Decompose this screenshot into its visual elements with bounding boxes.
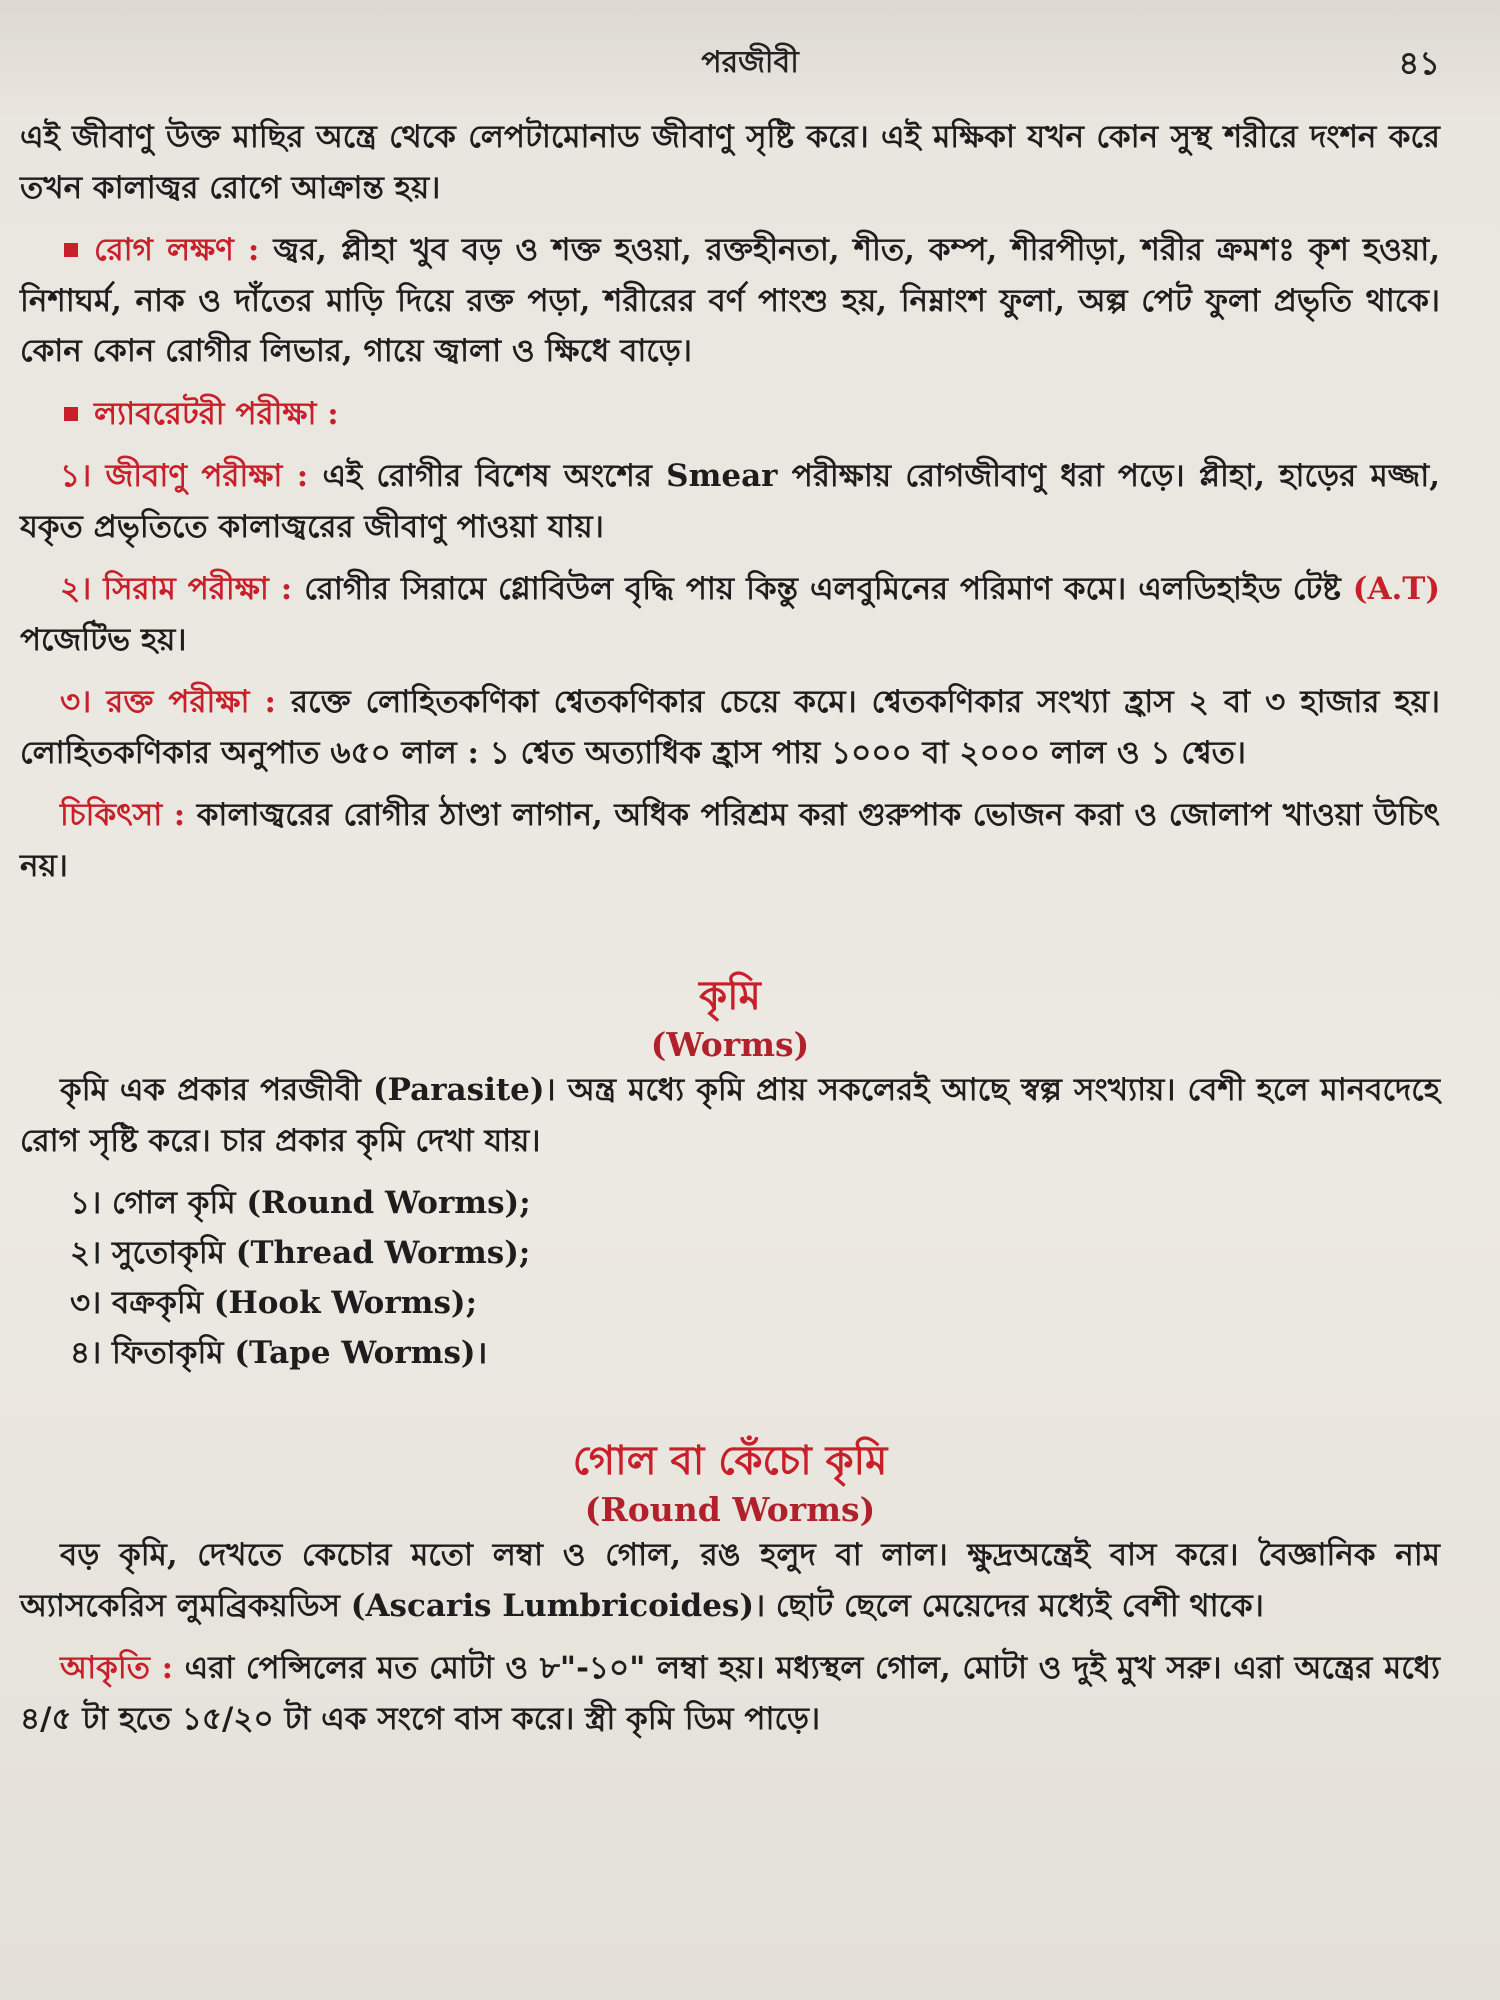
list-item: ৪। ফিতাকৃমি (Tape Worms)। (70, 1335, 488, 1371)
test2-text-a: রোগীর সিরামে গ্লোবিউল বৃদ্ধি পায় কিন্তু এলবুমিনের পরিমাণ কমে। এলডিহাইড টেষ্ট (304, 571, 1341, 607)
page-body (20, 112, 1440, 1756)
symptoms-label: রোগ লক্ষণ : (94, 232, 260, 268)
list-item: ৩। বক্রকৃমি (Hook Worms); (70, 1285, 478, 1321)
worms-intro: কৃমি এক প্রকার পরজীবী (Parasite)। অন্ত্র মধ্যে কৃমি প্রায় সকলেরই আছে স্বল্প সংখ্যায়। বেশী হলে মানবদেহে রোগ সৃষ্টি করে। চার প্রকার কৃমি দেখা যায়। (20, 1072, 1440, 1159)
list-item: ১। গোল কৃমি (Round Worms); (70, 1185, 531, 1221)
test3-label: ৩। রক্ত পরীক্ষা : (60, 684, 276, 720)
test2-label: ২। সিরাম পরীক্ষা : (60, 571, 293, 607)
test3-text: রক্তে লোহিতকণিকা শ্বেতকণিকার চেয়ে কমে। শ্বেতকণিকার সংখ্যা হ্রাস ২ বা ৩ হাজার হয়। লোহিতকণিকার অনুপাত ৬৫০ লাল : ১ শ্বেত অত্যাধিক হ্রাস পায় ১০০০ বা ২০০০ লাল ও ১ শ্বেত। (20, 684, 1441, 771)
shape-paragraph (20, 1643, 1440, 1744)
lab-tests-heading (20, 389, 1440, 440)
test2-text-b: পজেটিভ হয়। (20, 621, 187, 658)
kala-azar-intro: এই জীবাণু উক্ত মাছির অন্ত্রে থেকে লেপটামোনাড জীবাণু সৃষ্টি করে। এই মক্ষিকা যখন কোন সুস্থ শরীরে দংশন করে তখন কালাজ্বর রোগে আক্রান্ত হয়। (20, 119, 1440, 206)
symptoms-text: জ্বর, প্লীহা খুব বড় ও শক্ত হওয়া, রক্তহীনতা, শীত, কম্প, শীরপীড়া, শরীর ক্রমশঃ কৃশ হওয়া, নিশাঘর্ম, নাক ও দাঁতের মাড়ি দিয়ে রক্ত পড়া, শরীরের বর্ণ পাংশু হয়, নিম্নাংশ ফুলা, অল্প পেট ফুলা প্রভৃতি থাকে। কোন কোন রোগীর লিভার, গায়ে জ্বালা ও ক্ষিধে বাড়ে। (20, 232, 1440, 369)
page-number: ৪১ (1398, 44, 1440, 82)
germ-test-paragraph (20, 451, 1440, 552)
round-worms-intro: বড় কৃমি, দেখতে কেচোর মতো লম্বা ও গোল, রঙ হলুদ বা লাল। ক্ষুদ্রঅন্ত্রেই বাস করে। বৈজ্ঞানিক নাম অ্যাসকেরিস লুমব্রিকয়ডিস (Ascaris Lumbricoides)। ছোট ছেলে মেয়েদের মধ্যেই বেশী থাকে। (20, 1537, 1440, 1624)
serum-test-paragraph (20, 564, 1440, 665)
test1-text: এই রোগীর বিশেষ অংশের Smear পরীক্ষায় রোগজীবাণু ধরা পড়ে। প্লীহা, হাড়ের মজ্জা, যকৃত প্রভৃতিতে কালাজ্বরের জীবাণু পাওয়া যায়। (20, 458, 1440, 545)
lab-label: ল্যাবরেটরী পরীক্ষা : (94, 395, 339, 432)
worm-types-list (70, 1178, 1440, 1378)
blood-test-paragraph (20, 677, 1440, 778)
shape-text: এরা পেন্সিলের মত মোটা ও ৮"-১০" লম্বা হয়। মধ্যস্থল গোল, মোটা ও দুই মুখ সরু। এরা অন্ত্রের মধ্যে ৪/৫ টা হতে ১৫/২০ টা এক সংগে বাস করে। স্ত্রী কৃমি ডিম পাড়ে। (20, 1650, 1441, 1737)
symptoms-paragraph (20, 225, 1440, 377)
list-item: ২। সুতোকৃমি (Thread Worms); (70, 1235, 531, 1271)
round-worms-title-en: (Round Worms) (584, 1490, 876, 1529)
bullet-square-icon (64, 243, 78, 257)
worms-title-bn: কৃমি (699, 972, 761, 1019)
test1-label: ১। জীবাণু পরীক্ষা : (60, 458, 309, 494)
test2-abbr: (A.T) (1352, 571, 1441, 607)
worms-heading (20, 967, 1440, 1065)
round-worms-heading (20, 1432, 1440, 1530)
worms-title-en: (Worms) (650, 1025, 810, 1064)
running-title: পরজীবী (701, 45, 799, 80)
shape-label: আকৃতি : (60, 1650, 174, 1686)
treatment-paragraph (20, 790, 1440, 891)
round-worms-title-bn: গোল বা কেঁচো কৃমি (572, 1437, 888, 1484)
treatment-text: কালাজ্বরের রোগীর ঠাণ্ডা লাগান, অধিক পরিশ্রম করা গুরুপাক ভোজন করা ও জোলাপ খাওয়া উচিৎ নয়। (20, 797, 1440, 884)
bullet-square-icon (64, 407, 78, 421)
treatment-label: চিকিৎসা : (60, 797, 186, 833)
page-header (0, 38, 1500, 88)
